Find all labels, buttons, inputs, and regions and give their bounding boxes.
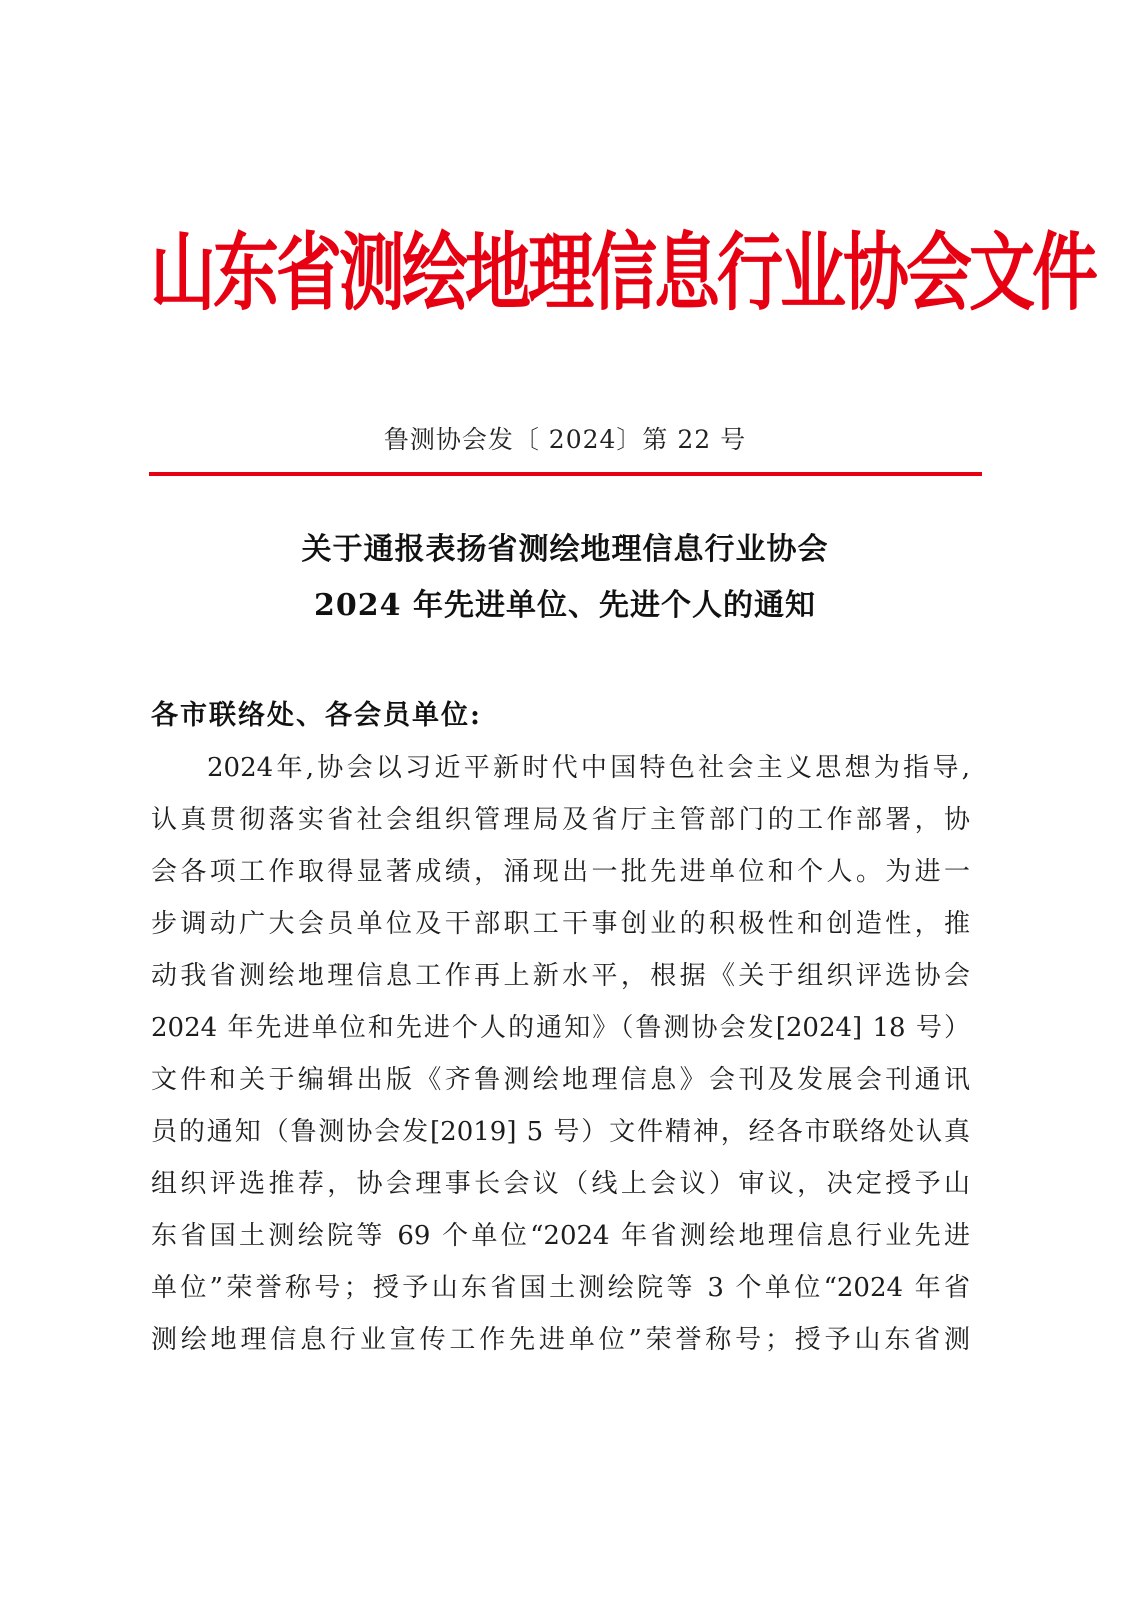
notice-title-line-2: 2024 年先进单位、先进个人的通知 (314, 588, 816, 623)
body-line: 测绘地理信息行业宣传工作先进单位”荣誉称号；授予山东省测 (151, 1325, 970, 1355)
body-line: 2024年,协会以习近平新时代中国特色社会主义思想为指导, (207, 753, 970, 783)
salutation: 各市联络处、各会员单位: (151, 700, 482, 731)
body-line: 会各项工作取得显著成绩，涌现出一批先进单位和个人。为进一 (151, 857, 970, 887)
body-line: 2024 年先进单位和先进个人的通知》（鲁测协会发[2024] 18 号） (151, 1013, 970, 1043)
body-line: 员的通知（鲁测协会发[2019] 5 号）文件精神，经各市联络处认真 (151, 1117, 970, 1147)
body-line: 文件和关于编辑出版《齐鲁测绘地理信息》会刊及发展会刊通讯 (151, 1065, 970, 1095)
body-line: 组织评选推荐，协会理事长会议（线上会议）审议，决定授予山 (151, 1169, 970, 1199)
masthead-title: 山东省测绘地理信息行业协会文件 (150, 224, 1095, 323)
notice-title-line-1: 关于通报表扬省测绘地理信息行业协会 (301, 532, 829, 567)
body-line: 动我省测绘地理信息工作再上新水平，根据《关于组织评选协会 (151, 961, 970, 991)
red-divider-rule (149, 472, 982, 476)
body-line: 步调动广大会员单位及干部职工干事创业的积极性和创造性，推 (151, 909, 970, 939)
body-line: 东省国土测绘院等 69 个单位“2024 年省测绘地理信息行业先进 (151, 1221, 970, 1251)
body-line: 认真贯彻落实省社会组织管理局及省厅主管部门的工作部署，协 (151, 805, 970, 835)
body-line: 单位”荣誉称号；授予山东省国土测绘院等 3 个单位“2024 年省 (151, 1273, 970, 1303)
document-number: 鲁测协会发〔 2024〕第 22 号 (383, 425, 747, 454)
